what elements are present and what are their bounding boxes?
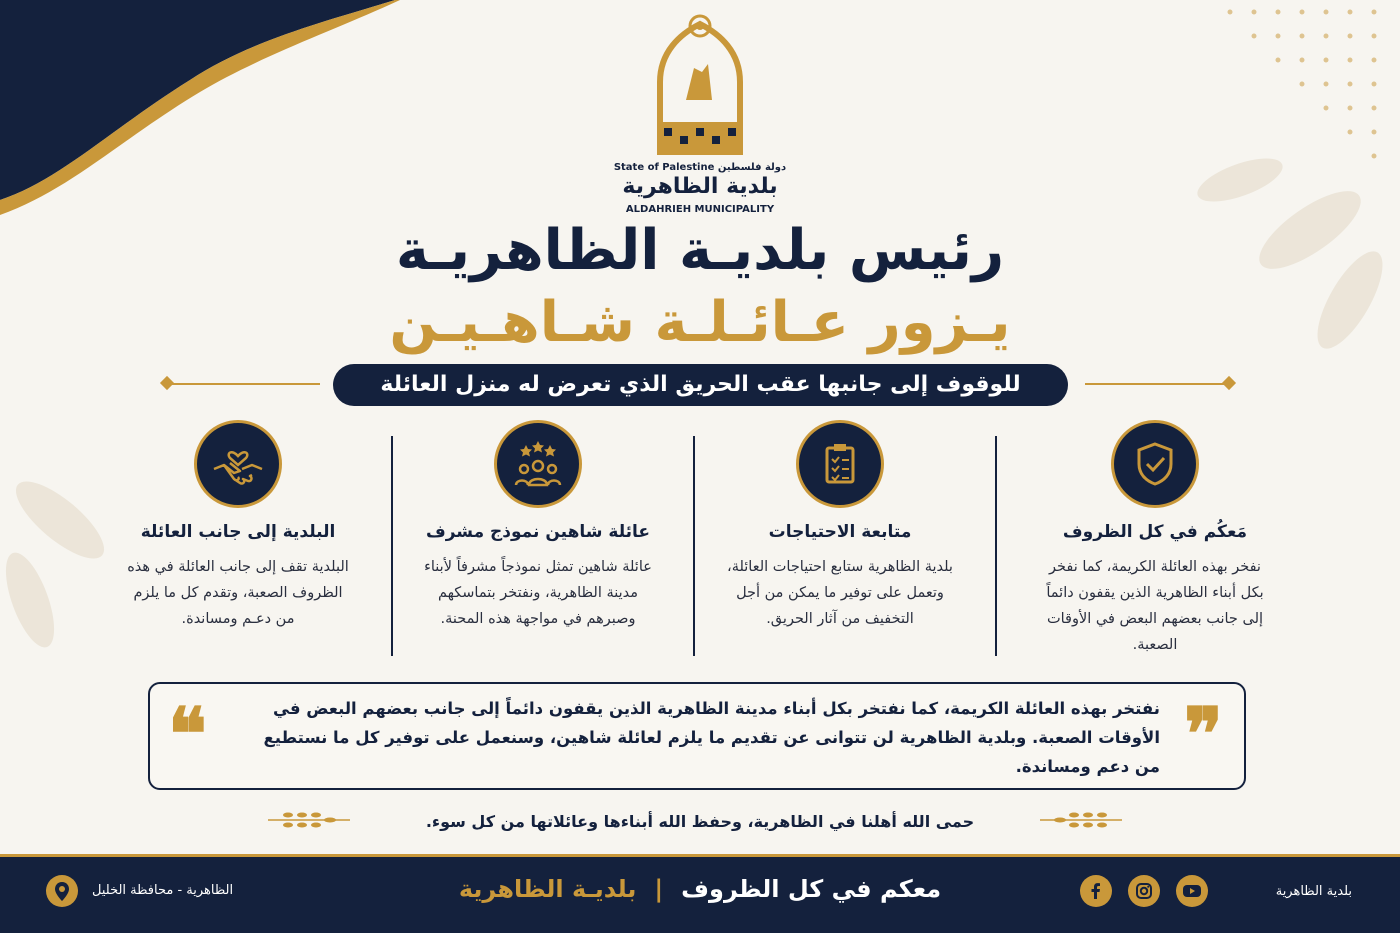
slogan-brand: بلديـة الظاهرية <box>458 875 637 903</box>
feature-divider <box>693 436 695 656</box>
feature-divider <box>995 436 997 656</box>
divider-left <box>170 383 320 385</box>
slogan-text: معكم في كل الظروف <box>681 875 942 903</box>
slogan-separator: | <box>654 875 664 903</box>
headline-line-1: رئيس بلديـة الظاهريـة <box>395 218 1005 283</box>
municipality-logo <box>600 12 800 215</box>
feature-body: البلدية تقف إلى جانب العائلة في هذه الظروف الصعبة، وتقدم كل ما يلزم من دعـم ومساندة. <box>127 559 349 627</box>
feature-follow-up <box>695 420 985 632</box>
facebook-icon[interactable] <box>1080 875 1112 907</box>
clipboard-list-icon <box>796 420 884 508</box>
wheat-ornament-left <box>268 808 350 832</box>
feature-body: نفخر بهذه العائلة الكريمة، كما نفخر بكل أبناء الظاهرية الذين يقفون دائماً إلى جانب بعضهم البعض في الأوقات الصعبة. <box>1046 559 1264 653</box>
quote-box <box>148 682 1246 790</box>
group-stars-icon <box>494 420 582 508</box>
feature-municipality-beside-family <box>93 420 383 632</box>
municipality-emblem <box>650 12 750 157</box>
feature-with-you <box>1010 420 1300 658</box>
feature-body: بلدية الظاهرية ستابع احتياجات العائلة، وتعمل على توفير ما يمكن من أجل التخفيف من آثار الحريق. <box>727 559 953 627</box>
feature-title: عائلة شاهين نموذج مشرف <box>425 522 651 542</box>
location-pin-icon <box>46 875 78 907</box>
handshake-heart-icon <box>194 420 282 508</box>
headline-line-2: يـزور عـائـلـة شـاهـيـن <box>389 290 1011 355</box>
state-of-palestine-label: State of Palestine دولة فلسطين <box>613 162 787 173</box>
quote-close-icon: ❝ <box>168 691 207 776</box>
footer-location: الظاهرية - محافظة الخليل <box>92 883 234 898</box>
subtitle-banner: للوقوف إلى جانبها عقب الحريق الذي تعرض له منزل العائلة <box>333 364 1068 406</box>
municipality-name-arabic: بلدية الظاهرية <box>622 174 778 199</box>
quote-open-icon: ❞ <box>1184 691 1223 776</box>
quote-text: نفتخر بهذه العائلة الكريمة، كما نفتخر بكل أبناء مدينة الظاهرية الذين يقفون دائماً إلى جانب بعضهم البعض في الأوقات الصعبة. وبلدية الظاهرية لن تتوانى عن تقديم ما يلزم لعائلة شاهين، وسنعمل على توفير كل ما نستطيع من دعم ومساندة. <box>263 699 1160 776</box>
feature-honorable-model <box>393 420 683 632</box>
feature-body: عائلة شاهين تمثل نموذجاً مشرفاً لأبناء مدينة الظاهرية، ونفتخر بتماسكهم وصبرهم في مواجهة هذه المحنة. <box>424 559 652 627</box>
footer-bar <box>0 854 1400 933</box>
feature-divider <box>391 436 393 656</box>
shield-check-icon <box>1111 420 1199 508</box>
footer-slogan <box>420 875 980 903</box>
feature-title: متابعة الاحتياجات <box>768 522 912 542</box>
divider-right <box>1085 383 1230 385</box>
feature-title: البلدية إلى جانب العائلة <box>140 522 336 542</box>
wheat-ornament-right <box>1040 808 1122 832</box>
closing-prayer: حمى الله أهلنا في الظاهرية، وحفظ الله أبناءها وعائلاتها من كل سوء. <box>425 812 975 831</box>
instagram-icon[interactable] <box>1128 875 1160 907</box>
youtube-icon[interactable] <box>1176 875 1208 907</box>
feature-title: مَعكُم في كل الظروف <box>1062 522 1248 542</box>
footer-social-handle: بلدية الظاهرية <box>1275 884 1352 899</box>
municipality-name-english: ALDAHRIEH MUNICIPALITY <box>625 204 775 215</box>
